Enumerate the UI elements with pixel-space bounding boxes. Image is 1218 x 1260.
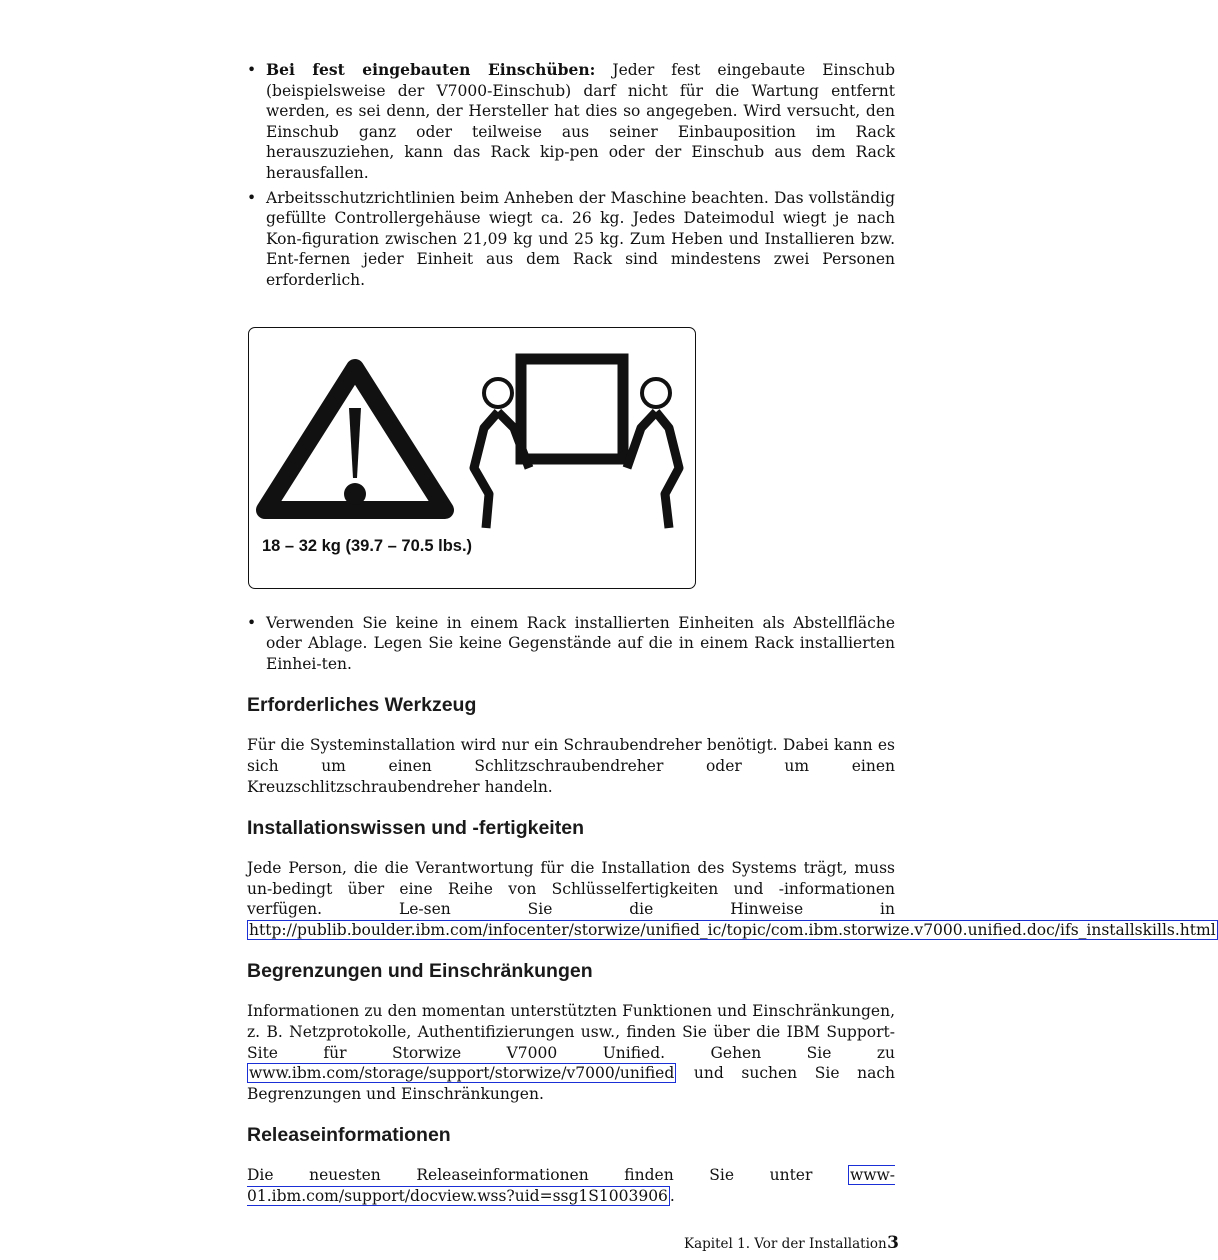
page-footer <box>684 1233 899 1253</box>
list-item <box>247 613 895 675</box>
page-number: 3 <box>887 1233 899 1253</box>
body-text: Die neuesten Releaseinformationen finden Sie unter <box>247 1166 848 1185</box>
section-body-tools: Für die Systeminstallation wird nur ein Schraubendreher benötigt. Dabei kann es sich um einen Schlitzschraubendreher oder um einen Kreuzschlitzschraubendreher handeln. <box>247 736 895 796</box>
section-heading-skills: Installationswissen und -fertigkeiten <box>247 817 584 840</box>
bullet-marker: • <box>247 188 257 207</box>
section-heading-limits: Begrenzungen und Einschränkungen <box>247 960 593 983</box>
section-heading-tools: Erforderliches Werkzeug <box>247 694 477 717</box>
bullet-marker: • <box>247 613 257 632</box>
section-body-release <box>247 1165 895 1206</box>
body-text-after: . <box>669 1187 675 1206</box>
bullet-marker: • <box>247 61 257 79</box>
footer-chapter: Kapitel 1. Vor der Installation <box>684 1236 887 1252</box>
rack-bullet-list <box>247 613 895 675</box>
body-text-after: und suchen Sie nach Begrenzungen und Einschränkungen. <box>247 1064 895 1103</box>
person-right-icon <box>627 379 679 528</box>
storwize-support-link[interactable]: www.ibm.com/storage/support/storwize/v7000/unified <box>249 1064 675 1083</box>
section-body-skills <box>247 858 1216 940</box>
lifting-warning-box <box>248 327 696 589</box>
weight-label: 18 – 32 kg (39.7 – 70.5 lbs.) <box>262 536 473 555</box>
list-item <box>247 60 895 184</box>
warning-triangle-icon <box>265 368 445 510</box>
bullet-text: Jeder fest eingebaute Einschub (beispielsweise der V7000-Einschub) darf nicht für die Wartung entfernt werden, es sei denn, der Hersteller hat dies so angegeben. Wird versucht, den Einschub ganz oder teilweise aus seiner Einbauposition im Rack herauszuziehen, kann das Rack kip-pen oder der Einschub aus dem Rack herausfallen. <box>266 61 895 182</box>
body-text: Informationen zu den momentan unterstützten Funktionen und Einschränkungen, z. B. Netzprotokolle, Authentifizierungen usw., finden Sie über die IBM Support-Site für Storwize V7000 Unified. Gehen Sie zu <box>247 1002 895 1062</box>
section-heading-release: Releaseinformationen <box>247 1124 451 1147</box>
body-text: Jede Person, die die Verantwortung für die Installation des Systems trägt, muss un-bedingt über eine Reihe von Schlüsselfertigkeiten und -informationen verfügen. Le-sen Sie die Hinweise in <box>247 859 895 919</box>
bullet-lead: Bei fest eingebauten Einschüben: <box>266 60 596 79</box>
installskills-link[interactable]: http://publib.boulder.ibm.com/infocenter/storwize/unified_ic/topic/com.ibm.storwize.v7000.unified.doc/ifs_installskills.html <box>249 920 1216 939</box>
bullet-text: Arbeitsschutzrichtlinien beim Anheben der Maschine beachten. Das vollständig gefüllte Controllergehäuse wiegt ca. 26 kg. Jedes Dateimodul wiegt je nach Kon-figuration zwischen 21,09 kg und 25 kg. Zum Heben und Installieren bzw. Ent-fernen jeder Einheit aus dem Rack sind mindestens zwei Personen erforderlich. <box>266 188 895 289</box>
section-body-limits <box>247 1001 895 1104</box>
box-icon <box>521 359 623 459</box>
bullet-text: Verwenden Sie keine in einem Rack installierten Einheiten als Abstellfläche oder Ablage. Legen Sie keine Gegenstände auf die in einem Rack installierten Einhei-ten. <box>266 613 895 673</box>
release-info-link[interactable]: www-01.ibm.com/support/docview.wss?uid=ssg1S1003906 <box>247 1166 895 1206</box>
list-item <box>247 188 895 291</box>
safety-bullet-list <box>247 60 895 291</box>
page-content <box>247 60 1216 1207</box>
